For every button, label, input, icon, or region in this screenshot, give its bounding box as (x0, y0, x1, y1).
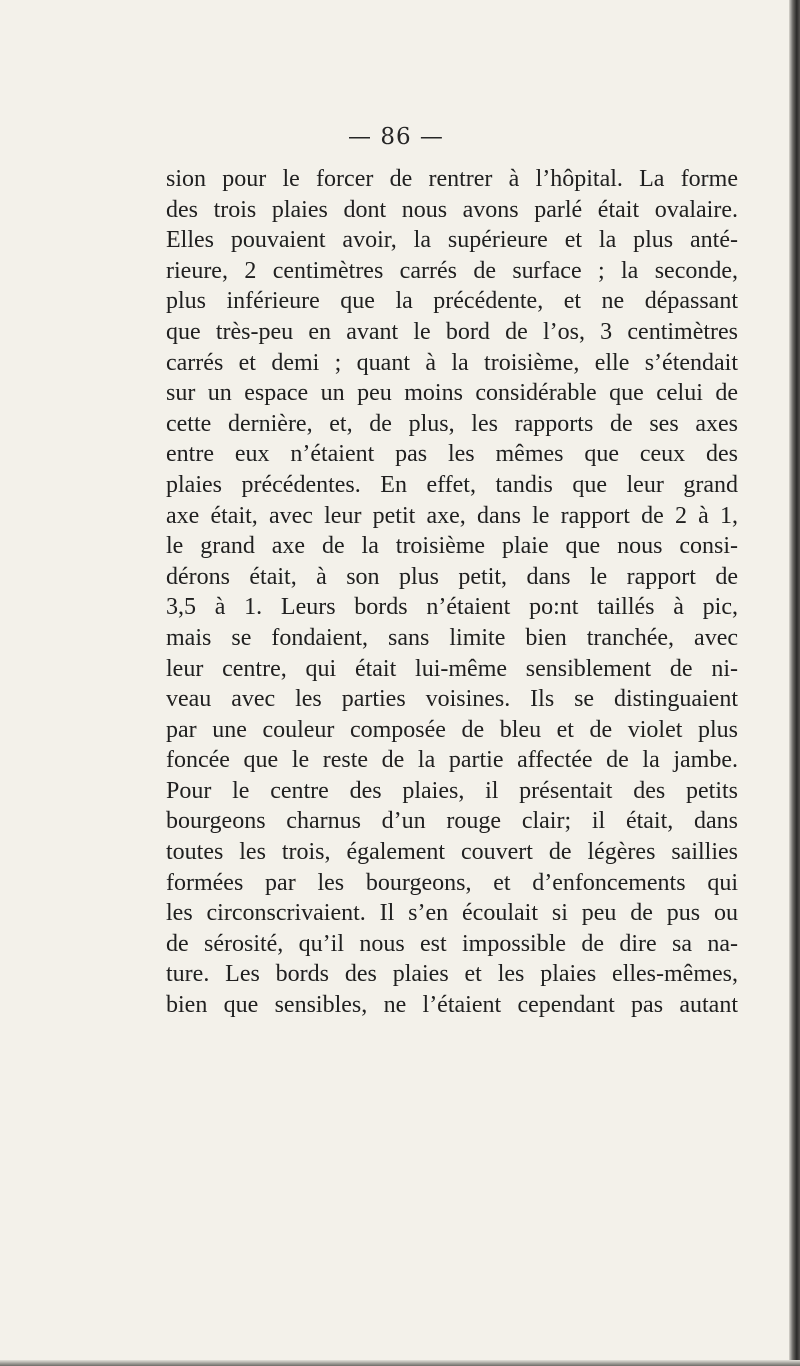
text-line-22: bourgeons charnus d’un rouge clair; il était, dans (166, 808, 738, 835)
text-line-20: foncée que le reste de la partie affectée de la jambe. (166, 747, 738, 774)
text-line-13: le grand axe de la troisième plaie que nous consi- (166, 533, 738, 560)
text-line-8: sur un espace un peu moins considérable que celui de (166, 380, 738, 407)
page-number: — 86 — (348, 124, 444, 150)
page-edge-shadow (789, 0, 800, 1366)
text-line-26: de sérosité, qu’il nous est impossible de dire sa na- (166, 930, 738, 957)
text-line-15: 3,5 à 1. Leurs bords n’étaient po:nt taillés à pic, (166, 594, 738, 621)
text-line-2: des trois plaies dont nous avons parlé était ovalaire. (166, 196, 738, 223)
text-line-18: veau avec les parties voisines. Ils se distinguaient (166, 686, 738, 713)
text-line-25: les circonscrivaient. Il s’en écoulait si peu de pus ou (166, 900, 738, 927)
text-line-28: bien que sensibles, ne l’étaient cependant pas autant (166, 992, 738, 1019)
text-line-23: toutes les trois, également couvert de légères saillies (166, 839, 738, 866)
text-line-5: plus inférieure que la précédente, et ne dépassant (166, 288, 738, 315)
text-line-19: par une couleur composée de bleu et de violet plus (166, 716, 738, 743)
body-text (166, 164, 738, 1021)
text-line-11: plaies précédentes. En effet, tandis que leur grand (166, 471, 738, 498)
text-line-17: leur centre, qui était lui-même sensiblement de ni- (166, 655, 738, 682)
text-line-27: ture. Les bords des plaies et les plaies elles-mêmes, (166, 961, 738, 988)
text-line-4: rieure, 2 centimètres carrés de surface ; la seconde, (166, 257, 738, 284)
text-line-24: formées par les bourgeons, et d’enfoncements qui (166, 869, 738, 896)
text-line-16: mais se fondaient, sans limite bien tranchée, avec (166, 624, 738, 651)
text-line-12: axe était, avec leur petit axe, dans le rapport de 2 à 1, (166, 502, 738, 529)
page-bottom-edge (0, 1360, 800, 1366)
text-line-6: que très-peu en avant le bord de l’os, 3 centimètres (166, 318, 738, 345)
text-line-9: cette dernière, et, de plus, les rapports de ses axes (166, 410, 738, 437)
text-line-7: carrés et demi ; quant à la troisième, elle s’étendait (166, 349, 738, 376)
text-line-1: sion pour le forcer de rentrer à l’hôpital. La forme (166, 166, 738, 192)
text-line-14: dérons était, à son plus petit, dans le rapport de (166, 563, 738, 590)
text-line-3: Elles pouvaient avoir, la supérieure et la plus anté- (166, 227, 738, 254)
text-line-21: Pour le centre des plaies, il présentait des petits (166, 777, 738, 804)
text-line-10: entre eux n’étaient pas les mêmes que ceux des (166, 441, 738, 468)
